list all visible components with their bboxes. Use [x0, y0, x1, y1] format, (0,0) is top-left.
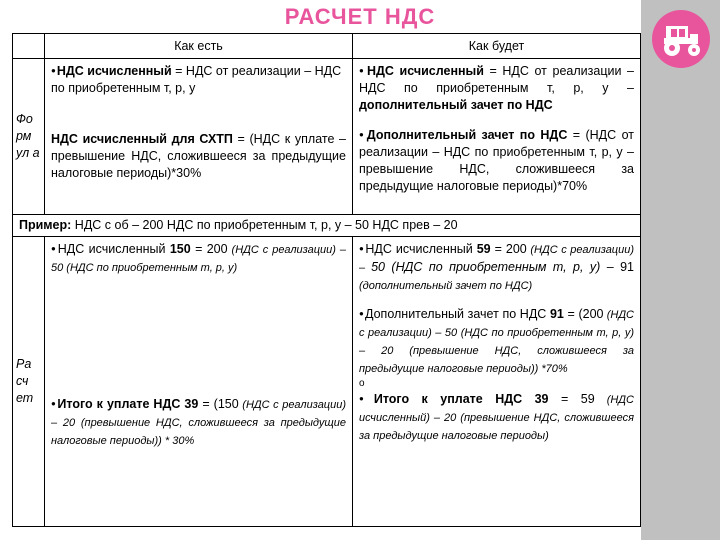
formula-right-1: ● НДС исчисленный = НДС от реализации – НДС по приобретенным т, р, у – дополнительный зачет по НДС: [359, 62, 634, 114]
row-label-calc: Ра сч ет: [13, 237, 45, 527]
page-title: РАСЧЕТ НДС: [284, 4, 436, 29]
right-sidebar: [641, 0, 720, 540]
row-label-formula: Фо рм ул а: [13, 59, 45, 215]
calc-as-is: [45, 237, 353, 527]
example-row: Пример: НДС с об – 200 НДС по приобретенным т, р, у – 50 НДС прев – 20: [13, 215, 641, 237]
formula-left-2: НДС исчисленный для СХТП = (НДС к уплате – превышение НДС, сложившееся за предыдущие налоговые периоды)*30%: [51, 132, 346, 180]
calc-left-1: ● НДС исчисленный 150 = 200 (НДС с реализации) – 50 (НДС по приобретенным т, р, у): [51, 240, 346, 277]
formula-right-2: ● Дополнительный зачет по НДС = (НДС от реализации – НДС по приобретенным т, р, у – превышение НДС, сложившееся за предыдущие налоговые периоды)*70%: [359, 126, 634, 195]
calc-right-2: ● Дополнительный зачет по НДС 91 = (200 (НДС с реализации) – 50 (НДС по приобретенным т, р, у) – 20 (превышение НДС, сложившееся за предыдущие налоговые периоды)) *70%: [359, 305, 634, 378]
header-as-is: Как есть: [45, 34, 353, 59]
corner-cell: [13, 34, 45, 59]
formula-left-1: ● НДС исчисленный = НДС от реализации – НДС по приобретенным т, р, у: [51, 62, 346, 97]
formula-to-be: [353, 59, 641, 215]
calc-to-be: [353, 237, 641, 527]
calc-right-marker: о: [359, 378, 365, 389]
header-to-be: Как будет: [353, 34, 641, 59]
calc-right-3: ● Итого к уплате НДС 39 = 59 (НДС исчисленный) – 20 (превышение НДС, сложившееся за предыдущие налоговые периоды): [359, 390, 634, 445]
calc-right-1: ● НДС исчисленный 59 = 200 (НДС с реализации) – 50 (НДС по приобретенным т, р, у) – 91 (дополнительный зачет по НДС): [359, 240, 634, 295]
calc-left-2: ● Итого к уплате НДС 39 = (150 (НДС с реализации) – 20 (превышение НДС, сложившееся за предыдущие налоговые периоды)) * 30%: [51, 395, 346, 450]
vat-table: [12, 33, 641, 527]
formula-as-is: [45, 59, 353, 215]
